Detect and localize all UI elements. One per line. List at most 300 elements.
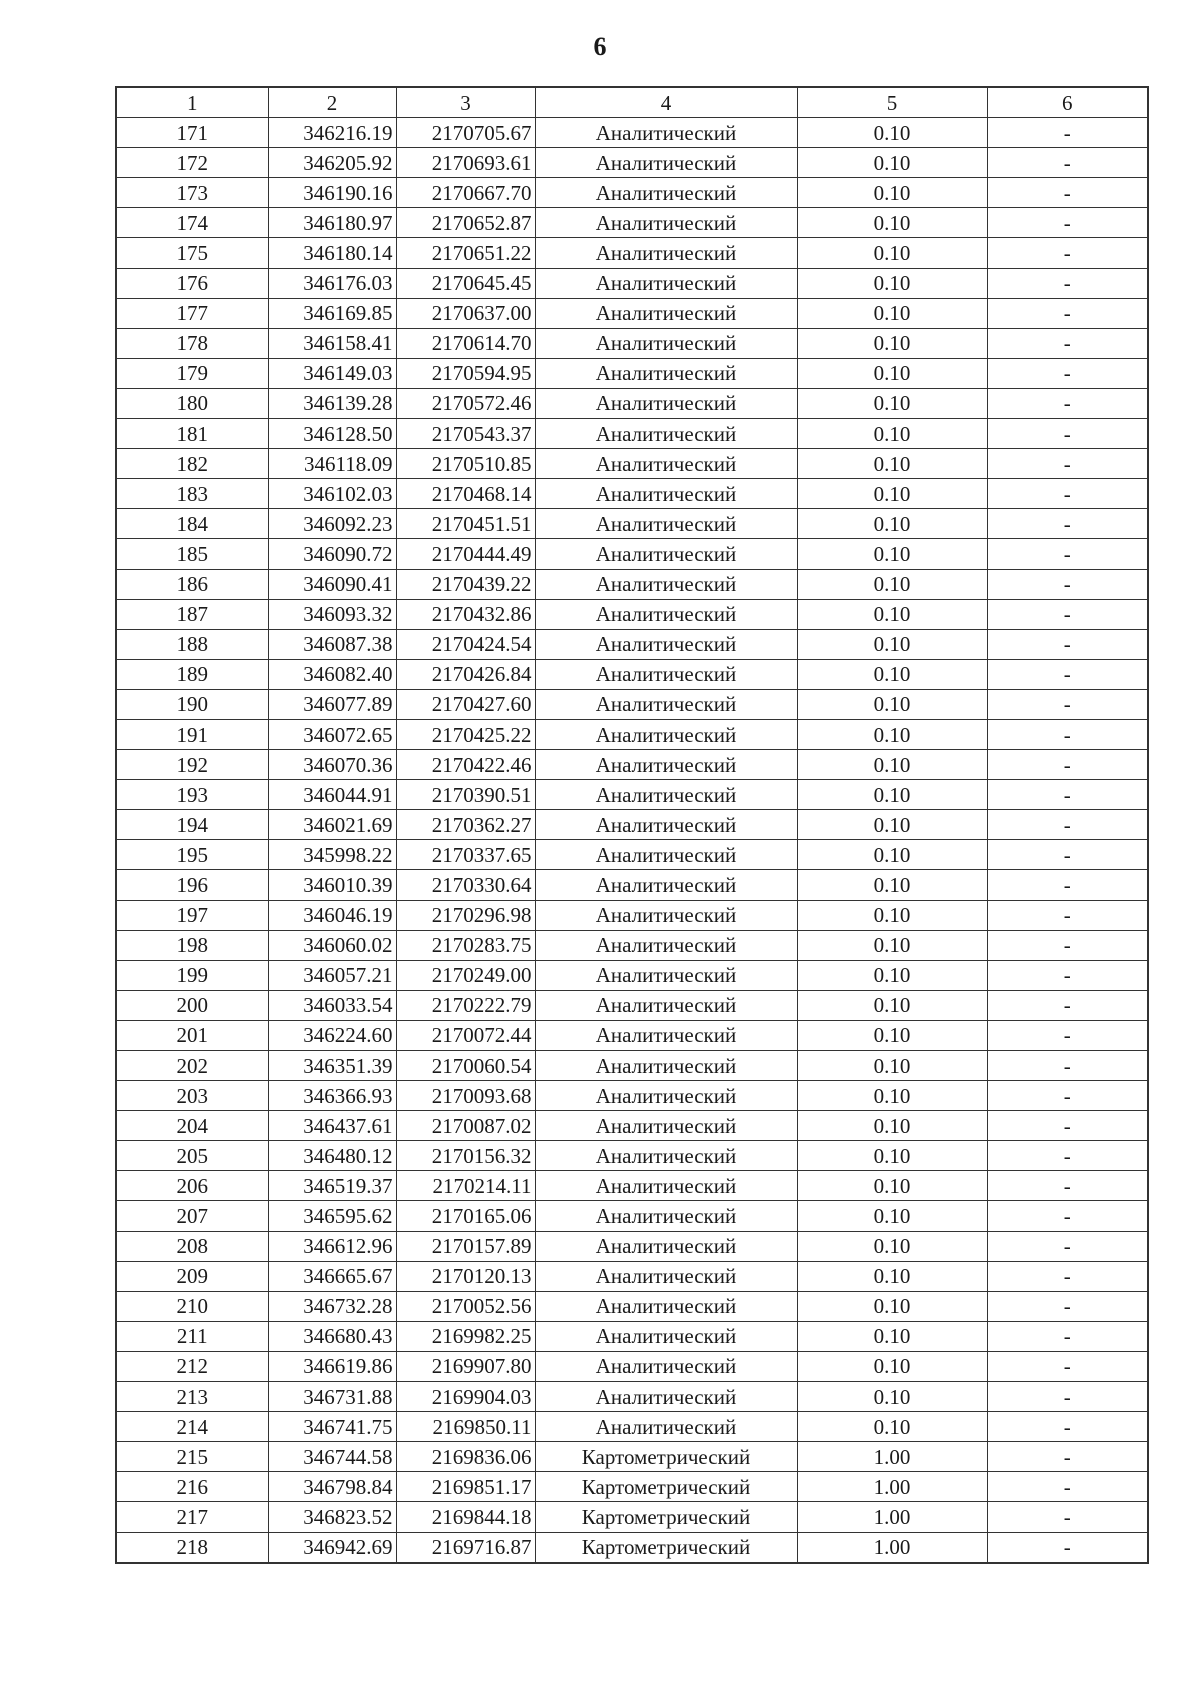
point-number-cell: 201 (116, 1020, 268, 1050)
method-cell: Аналитический (535, 599, 797, 629)
note-cell: - (987, 358, 1148, 388)
note-cell: - (987, 719, 1148, 749)
y-coordinate-cell: 2170645.45 (396, 268, 535, 298)
table-body (116, 118, 1148, 1563)
x-coordinate-cell: 346090.72 (268, 539, 396, 569)
table-row (116, 419, 1148, 449)
table-row (116, 870, 1148, 900)
method-cell: Аналитический (535, 238, 797, 268)
table-row (116, 1502, 1148, 1532)
x-coordinate-cell: 346180.97 (268, 208, 396, 238)
table-row (116, 1442, 1148, 1472)
point-number-cell: 214 (116, 1412, 268, 1442)
method-cell: Аналитический (535, 719, 797, 749)
note-cell: - (987, 1321, 1148, 1351)
accuracy-cell: 0.10 (797, 1351, 987, 1381)
accuracy-cell: 0.10 (797, 1412, 987, 1442)
x-coordinate-cell: 346823.52 (268, 1502, 396, 1532)
accuracy-cell: 0.10 (797, 1291, 987, 1321)
accuracy-cell: 0.10 (797, 358, 987, 388)
table-row (116, 479, 1148, 509)
note-cell: - (987, 1261, 1148, 1291)
method-cell: Аналитический (535, 900, 797, 930)
table-row (116, 1081, 1148, 1111)
x-coordinate-cell: 346169.85 (268, 298, 396, 328)
x-coordinate-cell: 346046.19 (268, 900, 396, 930)
point-number-cell: 202 (116, 1051, 268, 1081)
note-cell: - (987, 1442, 1148, 1472)
point-number-cell: 192 (116, 750, 268, 780)
method-cell: Аналитический (535, 479, 797, 509)
method-cell: Картометрический (535, 1472, 797, 1502)
note-cell: - (987, 298, 1148, 328)
accuracy-cell: 0.10 (797, 268, 987, 298)
accuracy-cell: 0.10 (797, 1141, 987, 1171)
y-coordinate-cell: 2169851.17 (396, 1472, 535, 1502)
method-cell: Аналитический (535, 689, 797, 719)
x-coordinate-cell: 346224.60 (268, 1020, 396, 1050)
table-row (116, 780, 1148, 810)
y-coordinate-cell: 2170165.06 (396, 1201, 535, 1231)
x-coordinate-cell: 346010.39 (268, 870, 396, 900)
method-cell: Аналитический (535, 840, 797, 870)
note-cell: - (987, 419, 1148, 449)
y-coordinate-cell: 2170052.56 (396, 1291, 535, 1321)
y-coordinate-cell: 2170510.85 (396, 449, 535, 479)
x-coordinate-cell: 346149.03 (268, 358, 396, 388)
table-row (116, 358, 1148, 388)
accuracy-cell: 0.10 (797, 1051, 987, 1081)
y-coordinate-cell: 2170426.84 (396, 659, 535, 689)
x-coordinate-cell: 346741.75 (268, 1412, 396, 1442)
accuracy-cell: 0.10 (797, 1171, 987, 1201)
note-cell: - (987, 268, 1148, 298)
x-coordinate-cell: 345998.22 (268, 840, 396, 870)
y-coordinate-cell: 2170330.64 (396, 870, 535, 900)
note-cell: - (987, 1051, 1148, 1081)
table-row (116, 268, 1148, 298)
table-row (116, 148, 1148, 178)
method-cell: Картометрический (535, 1502, 797, 1532)
y-coordinate-cell: 2169844.18 (396, 1502, 535, 1532)
accuracy-cell: 0.10 (797, 930, 987, 960)
method-cell: Аналитический (535, 1351, 797, 1381)
table-row (116, 900, 1148, 930)
y-coordinate-cell: 2170156.32 (396, 1141, 535, 1171)
y-coordinate-cell: 2170652.87 (396, 208, 535, 238)
note-cell: - (987, 1171, 1148, 1201)
accuracy-cell: 0.10 (797, 719, 987, 749)
point-number-cell: 213 (116, 1382, 268, 1412)
x-coordinate-cell: 346093.32 (268, 599, 396, 629)
x-coordinate-cell: 346128.50 (268, 419, 396, 449)
x-coordinate-cell: 346180.14 (268, 238, 396, 268)
point-number-cell: 197 (116, 900, 268, 930)
x-coordinate-cell: 346731.88 (268, 1382, 396, 1412)
point-number-cell: 177 (116, 298, 268, 328)
table-row (116, 750, 1148, 780)
y-coordinate-cell: 2170362.27 (396, 810, 535, 840)
table-row (116, 1051, 1148, 1081)
point-number-cell: 218 (116, 1532, 268, 1563)
point-number-cell: 199 (116, 960, 268, 990)
method-cell: Аналитический (535, 298, 797, 328)
table-row (116, 1231, 1148, 1261)
y-coordinate-cell: 2169907.80 (396, 1351, 535, 1381)
x-coordinate-cell: 346077.89 (268, 689, 396, 719)
accuracy-cell: 0.10 (797, 780, 987, 810)
x-coordinate-cell: 346082.40 (268, 659, 396, 689)
point-number-cell: 212 (116, 1351, 268, 1381)
method-cell: Аналитический (535, 1321, 797, 1351)
method-cell: Аналитический (535, 118, 797, 148)
note-cell: - (987, 1472, 1148, 1502)
table-row (116, 178, 1148, 208)
point-number-cell: 215 (116, 1442, 268, 1472)
column-header: 2 (268, 87, 396, 118)
y-coordinate-cell: 2170439.22 (396, 569, 535, 599)
y-coordinate-cell: 2170283.75 (396, 930, 535, 960)
method-cell: Аналитический (535, 388, 797, 418)
table-row (116, 298, 1148, 328)
point-number-cell: 195 (116, 840, 268, 870)
note-cell: - (987, 1081, 1148, 1111)
column-header: 5 (797, 87, 987, 118)
y-coordinate-cell: 2170060.54 (396, 1051, 535, 1081)
x-coordinate-cell: 346351.39 (268, 1051, 396, 1081)
accuracy-cell: 0.10 (797, 539, 987, 569)
method-cell: Аналитический (535, 870, 797, 900)
y-coordinate-cell: 2170444.49 (396, 539, 535, 569)
accuracy-cell: 0.10 (797, 388, 987, 418)
x-coordinate-cell: 346680.43 (268, 1321, 396, 1351)
x-coordinate-cell: 346072.65 (268, 719, 396, 749)
method-cell: Аналитический (535, 629, 797, 659)
x-coordinate-cell: 346437.61 (268, 1111, 396, 1141)
table-row (116, 208, 1148, 238)
method-cell: Аналитический (535, 1412, 797, 1442)
note-cell: - (987, 479, 1148, 509)
point-number-cell: 196 (116, 870, 268, 900)
method-cell: Аналитический (535, 1111, 797, 1141)
accuracy-cell: 0.10 (797, 810, 987, 840)
y-coordinate-cell: 2170543.37 (396, 419, 535, 449)
point-number-cell: 206 (116, 1171, 268, 1201)
y-coordinate-cell: 2170157.89 (396, 1231, 535, 1261)
table-row (116, 1351, 1148, 1381)
note-cell: - (987, 1412, 1148, 1442)
table-row (116, 238, 1148, 268)
method-cell: Картометрический (535, 1532, 797, 1563)
method-cell: Аналитический (535, 509, 797, 539)
y-coordinate-cell: 2170451.51 (396, 509, 535, 539)
note-cell: - (987, 388, 1148, 418)
table-row (116, 990, 1148, 1020)
x-coordinate-cell: 346021.69 (268, 810, 396, 840)
point-number-cell: 190 (116, 689, 268, 719)
y-coordinate-cell: 2169982.25 (396, 1321, 535, 1351)
x-coordinate-cell: 346595.62 (268, 1201, 396, 1231)
note-cell: - (987, 750, 1148, 780)
method-cell: Аналитический (535, 1201, 797, 1231)
note-cell: - (987, 1502, 1148, 1532)
table-row (116, 689, 1148, 719)
x-coordinate-cell: 346744.58 (268, 1442, 396, 1472)
note-cell: - (987, 599, 1148, 629)
table-row (116, 960, 1148, 990)
x-coordinate-cell: 346798.84 (268, 1472, 396, 1502)
note-cell: - (987, 629, 1148, 659)
accuracy-cell: 0.10 (797, 1321, 987, 1351)
accuracy-cell: 0.10 (797, 840, 987, 870)
note-cell: - (987, 659, 1148, 689)
point-number-cell: 180 (116, 388, 268, 418)
note-cell: - (987, 870, 1148, 900)
y-coordinate-cell: 2170651.22 (396, 238, 535, 268)
note-cell: - (987, 780, 1148, 810)
x-coordinate-cell: 346087.38 (268, 629, 396, 659)
point-number-cell: 200 (116, 990, 268, 1020)
method-cell: Аналитический (535, 569, 797, 599)
point-number-cell: 189 (116, 659, 268, 689)
point-number-cell: 176 (116, 268, 268, 298)
note-cell: - (987, 1351, 1148, 1381)
table-row (116, 1472, 1148, 1502)
accuracy-cell: 0.10 (797, 118, 987, 148)
note-cell: - (987, 569, 1148, 599)
x-coordinate-cell: 346092.23 (268, 509, 396, 539)
table-row (116, 569, 1148, 599)
note-cell: - (987, 1532, 1148, 1563)
point-number-cell: 183 (116, 479, 268, 509)
note-cell: - (987, 328, 1148, 358)
y-coordinate-cell: 2170705.67 (396, 118, 535, 148)
x-coordinate-cell: 346216.19 (268, 118, 396, 148)
point-number-cell: 179 (116, 358, 268, 388)
note-cell: - (987, 238, 1148, 268)
accuracy-cell: 0.10 (797, 328, 987, 358)
point-number-cell: 188 (116, 629, 268, 659)
x-coordinate-cell: 346942.69 (268, 1532, 396, 1563)
y-coordinate-cell: 2170693.61 (396, 148, 535, 178)
y-coordinate-cell: 2170637.00 (396, 298, 535, 328)
table-row (116, 599, 1148, 629)
y-coordinate-cell: 2170572.46 (396, 388, 535, 418)
method-cell: Аналитический (535, 1020, 797, 1050)
accuracy-cell: 1.00 (797, 1442, 987, 1472)
point-number-cell: 186 (116, 569, 268, 599)
note-cell: - (987, 810, 1148, 840)
accuracy-cell: 0.10 (797, 178, 987, 208)
point-number-cell: 178 (116, 328, 268, 358)
x-coordinate-cell: 346158.41 (268, 328, 396, 358)
x-coordinate-cell: 346519.37 (268, 1171, 396, 1201)
accuracy-cell: 0.10 (797, 1261, 987, 1291)
accuracy-cell: 0.10 (797, 148, 987, 178)
note-cell: - (987, 1020, 1148, 1050)
accuracy-cell: 1.00 (797, 1502, 987, 1532)
point-number-cell: 184 (116, 509, 268, 539)
accuracy-cell: 0.10 (797, 629, 987, 659)
x-coordinate-cell: 346205.92 (268, 148, 396, 178)
point-number-cell: 182 (116, 449, 268, 479)
table-row (116, 810, 1148, 840)
method-cell: Аналитический (535, 148, 797, 178)
note-cell: - (987, 900, 1148, 930)
note-cell: - (987, 208, 1148, 238)
method-cell: Аналитический (535, 358, 797, 388)
method-cell: Аналитический (535, 1081, 797, 1111)
point-number-cell: 175 (116, 238, 268, 268)
note-cell: - (987, 178, 1148, 208)
method-cell: Аналитический (535, 750, 797, 780)
accuracy-cell: 0.10 (797, 990, 987, 1020)
method-cell: Аналитический (535, 1051, 797, 1081)
note-cell: - (987, 930, 1148, 960)
y-coordinate-cell: 2170072.44 (396, 1020, 535, 1050)
accuracy-cell: 0.10 (797, 449, 987, 479)
point-number-cell: 174 (116, 208, 268, 238)
accuracy-cell: 0.10 (797, 1231, 987, 1261)
method-cell: Аналитический (535, 1261, 797, 1291)
point-number-cell: 210 (116, 1291, 268, 1321)
method-cell: Аналитический (535, 178, 797, 208)
x-coordinate-cell: 346057.21 (268, 960, 396, 990)
accuracy-cell: 0.10 (797, 238, 987, 268)
point-number-cell: 203 (116, 1081, 268, 1111)
note-cell: - (987, 990, 1148, 1020)
point-number-cell: 187 (116, 599, 268, 629)
note-cell: - (987, 1291, 1148, 1321)
accuracy-cell: 0.10 (797, 419, 987, 449)
table-row (116, 719, 1148, 749)
x-coordinate-cell: 346033.54 (268, 990, 396, 1020)
table-row (116, 1020, 1148, 1050)
table-row (116, 659, 1148, 689)
x-coordinate-cell: 346612.96 (268, 1231, 396, 1261)
table-row (116, 1261, 1148, 1291)
accuracy-cell: 0.10 (797, 900, 987, 930)
y-coordinate-cell: 2170214.11 (396, 1171, 535, 1201)
y-coordinate-cell: 2170087.02 (396, 1111, 535, 1141)
point-number-cell: 217 (116, 1502, 268, 1532)
y-coordinate-cell: 2170296.98 (396, 900, 535, 930)
accuracy-cell: 0.10 (797, 479, 987, 509)
point-number-cell: 198 (116, 930, 268, 960)
point-number-cell: 216 (116, 1472, 268, 1502)
y-coordinate-cell: 2169904.03 (396, 1382, 535, 1412)
table-row (116, 1201, 1148, 1231)
y-coordinate-cell: 2170432.86 (396, 599, 535, 629)
method-cell: Аналитический (535, 268, 797, 298)
table-row (116, 539, 1148, 569)
accuracy-cell: 1.00 (797, 1532, 987, 1563)
point-number-cell: 181 (116, 419, 268, 449)
y-coordinate-cell: 2170222.79 (396, 990, 535, 1020)
point-number-cell: 211 (116, 1321, 268, 1351)
column-header: 3 (396, 87, 535, 118)
coordinates-table (115, 86, 1149, 1564)
x-coordinate-cell: 346665.67 (268, 1261, 396, 1291)
table-header-row (116, 87, 1148, 118)
method-cell: Аналитический (535, 780, 797, 810)
method-cell: Аналитический (535, 1382, 797, 1412)
accuracy-cell: 0.10 (797, 960, 987, 990)
column-header: 6 (987, 87, 1148, 118)
note-cell: - (987, 118, 1148, 148)
x-coordinate-cell: 346044.91 (268, 780, 396, 810)
accuracy-cell: 0.10 (797, 659, 987, 689)
accuracy-cell: 0.10 (797, 1382, 987, 1412)
table-row (116, 1382, 1148, 1412)
method-cell: Аналитический (535, 659, 797, 689)
page-number: 6 (593, 32, 607, 61)
x-coordinate-cell: 346190.16 (268, 178, 396, 208)
note-cell: - (987, 148, 1148, 178)
method-cell: Аналитический (535, 1141, 797, 1171)
y-coordinate-cell: 2170424.54 (396, 629, 535, 659)
point-number-cell: 172 (116, 148, 268, 178)
table-row (116, 509, 1148, 539)
table-row (116, 1291, 1148, 1321)
accuracy-cell: 0.10 (797, 1081, 987, 1111)
note-cell: - (987, 840, 1148, 870)
method-cell: Аналитический (535, 328, 797, 358)
point-number-cell: 194 (116, 810, 268, 840)
method-cell: Аналитический (535, 960, 797, 990)
table-row (116, 930, 1148, 960)
table-row (116, 1141, 1148, 1171)
x-coordinate-cell: 346118.09 (268, 449, 396, 479)
method-cell: Аналитический (535, 208, 797, 238)
x-coordinate-cell: 346732.28 (268, 1291, 396, 1321)
method-cell: Аналитический (535, 810, 797, 840)
accuracy-cell: 0.10 (797, 870, 987, 900)
table-row (116, 118, 1148, 148)
y-coordinate-cell: 2170249.00 (396, 960, 535, 990)
note-cell: - (987, 960, 1148, 990)
table-row (116, 1532, 1148, 1563)
table-row (116, 449, 1148, 479)
accuracy-cell: 0.10 (797, 689, 987, 719)
point-number-cell: 173 (116, 178, 268, 208)
accuracy-cell: 0.10 (797, 1201, 987, 1231)
note-cell: - (987, 1231, 1148, 1261)
column-header: 1 (116, 87, 268, 118)
accuracy-cell: 0.10 (797, 599, 987, 629)
method-cell: Аналитический (535, 1291, 797, 1321)
point-number-cell: 193 (116, 780, 268, 810)
x-coordinate-cell: 346102.03 (268, 479, 396, 509)
accuracy-cell: 1.00 (797, 1472, 987, 1502)
note-cell: - (987, 689, 1148, 719)
table-row (116, 388, 1148, 418)
note-cell: - (987, 539, 1148, 569)
accuracy-cell: 0.10 (797, 750, 987, 780)
accuracy-cell: 0.10 (797, 569, 987, 599)
x-coordinate-cell: 346090.41 (268, 569, 396, 599)
table-row (116, 1111, 1148, 1141)
table-row (116, 1412, 1148, 1442)
method-cell: Аналитический (535, 990, 797, 1020)
method-cell: Аналитический (535, 449, 797, 479)
table-row (116, 1171, 1148, 1201)
y-coordinate-cell: 2170614.70 (396, 328, 535, 358)
point-number-cell: 204 (116, 1111, 268, 1141)
column-header: 4 (535, 87, 797, 118)
method-cell: Аналитический (535, 539, 797, 569)
x-coordinate-cell: 346176.03 (268, 268, 396, 298)
